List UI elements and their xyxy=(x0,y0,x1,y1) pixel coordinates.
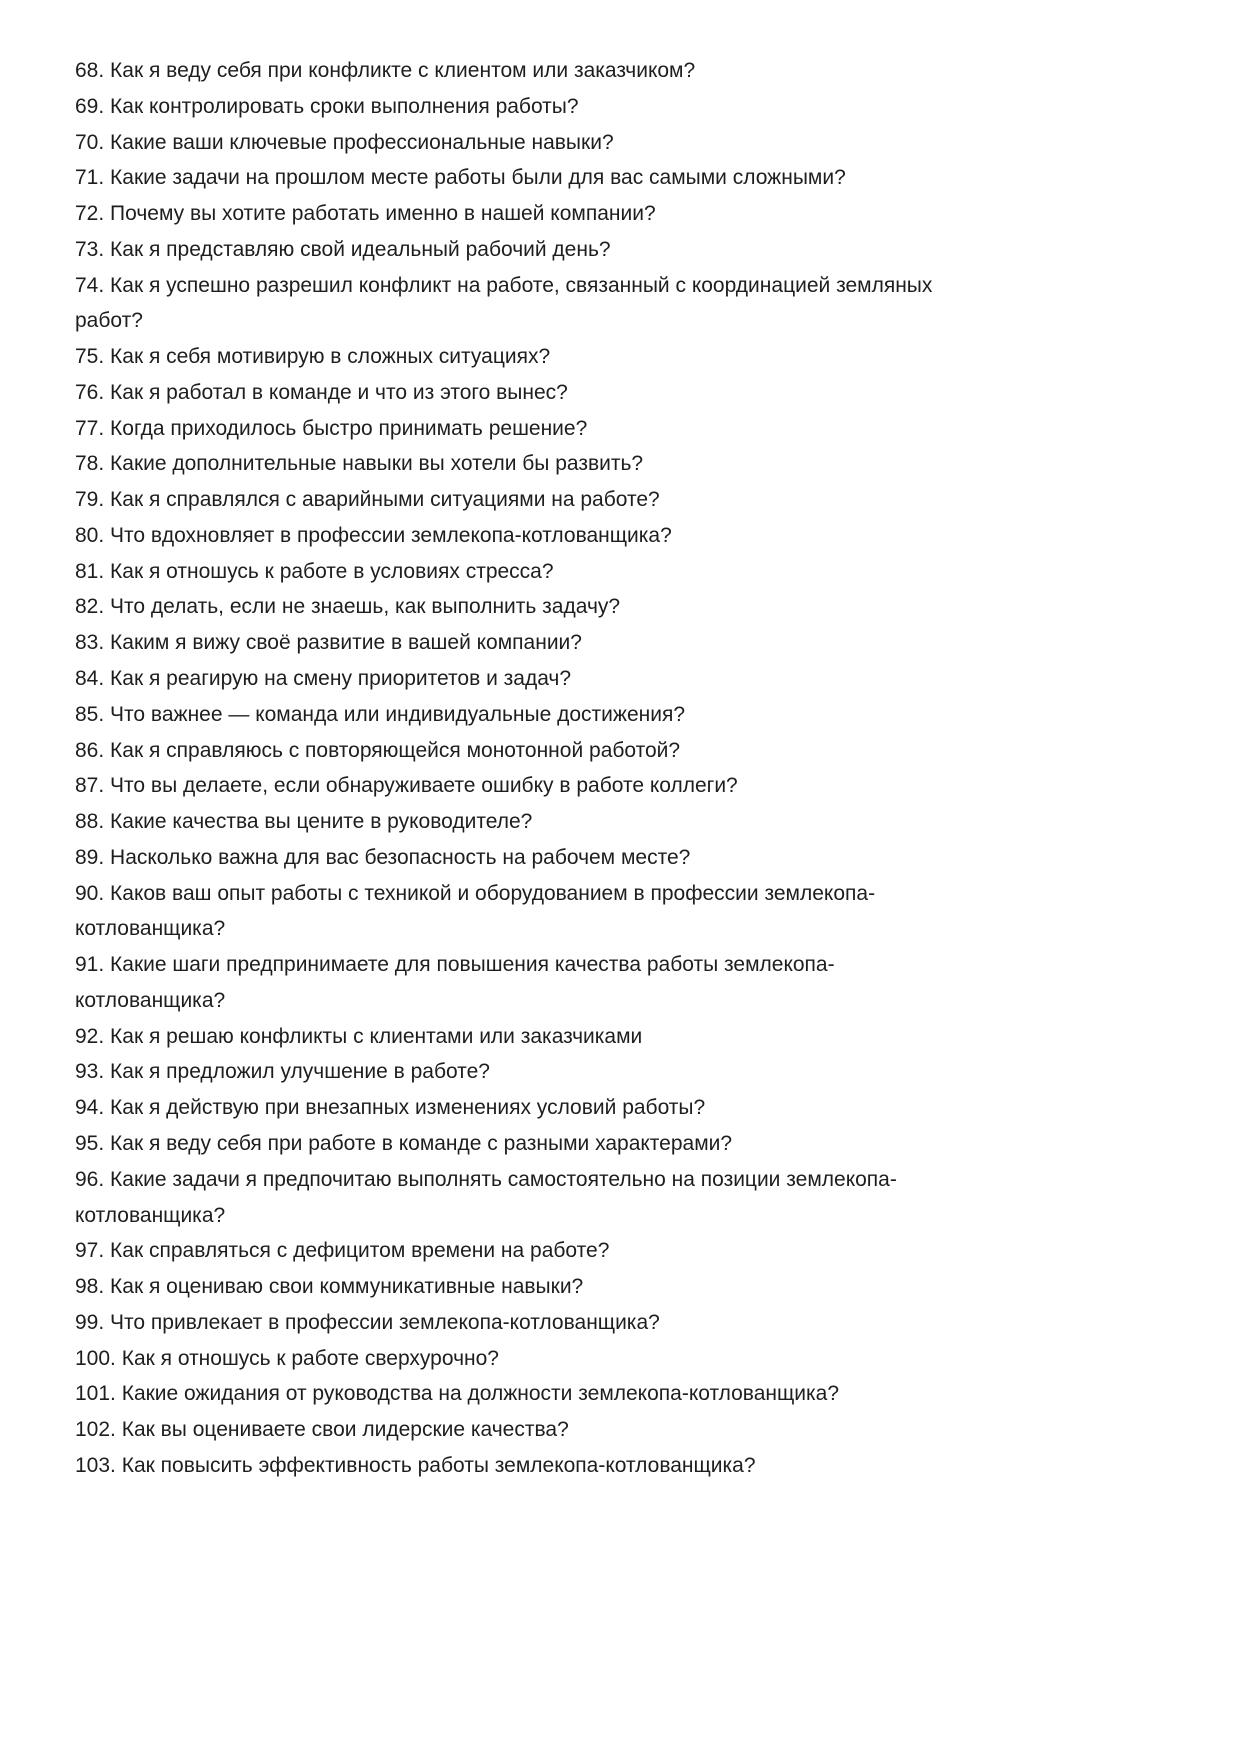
question-text-line: 101. Какие ожидания от руководства на должности землекопа-котлованщика? xyxy=(75,1382,840,1406)
question-list xyxy=(75,53,1175,1484)
question-item xyxy=(75,1305,1175,1341)
question-item xyxy=(75,196,1175,232)
question-item xyxy=(75,768,1175,804)
question-item xyxy=(75,518,1175,554)
question-text-line: 89. Насколько важна для вас безопасность на рабочем месте? xyxy=(75,845,691,869)
question-item xyxy=(75,1019,1175,1055)
question-item xyxy=(75,411,1175,447)
question-text-line: 75. Как я себя мотивирую в сложных ситуациях? xyxy=(75,345,551,369)
question-text-line: 71. Какие задачи на прошлом месте работы были для вас самыми сложными? xyxy=(75,166,846,190)
question-item xyxy=(75,876,1175,948)
question-text-line: 82. Что делать, если не знаешь, как выполнить задачу? xyxy=(75,595,621,619)
question-item xyxy=(75,1269,1175,1305)
question-item xyxy=(75,840,1175,876)
question-item xyxy=(75,733,1175,769)
question-item xyxy=(75,589,1175,625)
question-text-line: 81. Как я отношусь к работе в условиях стресса? xyxy=(75,559,554,583)
question-item xyxy=(75,446,1175,482)
question-item xyxy=(75,1341,1175,1377)
question-item xyxy=(75,1090,1175,1126)
question-text-line: 93. Как я предложил улучшение в работе? xyxy=(75,1060,490,1084)
question-text-line: 85. Что важнее — команда или индивидуальные достижения? xyxy=(75,702,686,726)
question-text-line: 69. Как контролировать сроки выполнения работы? xyxy=(75,94,579,118)
question-text-line: 102. Как вы оцениваете свои лидерские качества? xyxy=(75,1418,569,1442)
question-text-line: 87. Что вы делаете, если обнаруживаете ошибку в работе коллеги? xyxy=(75,774,738,798)
question-text-line: 100. Как я отношусь к работе сверхурочно? xyxy=(75,1346,499,1370)
question-text-line: 73. Как я представляю свой идеальный рабочий день? xyxy=(75,237,611,261)
question-text-line: 72. Почему вы хотите работать именно в нашей компании? xyxy=(75,202,656,226)
question-item xyxy=(75,554,1175,590)
question-text-line: 98. Как я оцениваю свои коммуникативные навыки? xyxy=(75,1275,584,1299)
question-text-line: 76. Как я работал в команде и что из этого вынес? xyxy=(75,380,568,404)
question-item xyxy=(75,1233,1175,1269)
question-text-line: 88. Какие качества вы цените в руководителе? xyxy=(75,810,533,834)
question-text-line: 94. Как я действую при внезапных изменениях условий работы? xyxy=(75,1096,706,1120)
question-text-line: 90. Каков ваш опыт работы с техникой и оборудованием в профессии землекопа- xyxy=(75,881,876,905)
question-text-line: 91. Какие шаги предпринимаете для повышения качества работы землекопа- xyxy=(75,953,835,977)
question-item xyxy=(75,375,1175,411)
question-item xyxy=(75,661,1175,697)
question-text-line: 68. Как я веду себя при конфликте с клиентом или заказчиком? xyxy=(75,59,696,82)
question-item xyxy=(75,339,1175,375)
question-item xyxy=(75,1162,1175,1234)
question-item xyxy=(75,125,1175,161)
question-text-line: 74. Как я успешно разрешил конфликт на работе, связанный с координацией земляных xyxy=(75,273,933,297)
question-item xyxy=(75,697,1175,733)
question-text-line: 78. Какие дополнительные навыки вы хотели бы развить? xyxy=(75,452,644,476)
question-text-line: 103. Как повысить эффективность работы землекопа-котлованщика? xyxy=(75,1453,756,1477)
question-text-line: 77. Когда приходилось быстро принимать решение? xyxy=(75,416,588,440)
question-item xyxy=(75,160,1175,196)
question-text-line: 84. Как я реагирую на смену приоритетов и задач? xyxy=(75,667,572,691)
question-text-line: котлованщика? xyxy=(75,1203,226,1227)
question-item xyxy=(75,1054,1175,1090)
question-text-line: работ? xyxy=(75,309,143,333)
question-text-line: котлованщика? xyxy=(75,917,226,941)
question-item xyxy=(75,625,1175,661)
question-item xyxy=(75,804,1175,840)
question-text-line: 79. Как я справлялся с аварийными ситуациями на работе? xyxy=(75,488,660,512)
question-text-line: котлованщика? xyxy=(75,988,226,1012)
question-item xyxy=(75,268,1175,340)
question-item xyxy=(75,1412,1175,1448)
question-item xyxy=(75,1126,1175,1162)
question-text-line: 83. Каким я вижу своё развитие в вашей компании? xyxy=(75,631,582,655)
question-text-line: 92. Как я решаю конфликты с клиентами или заказчиками xyxy=(75,1024,643,1048)
question-item xyxy=(75,1376,1175,1412)
question-text-line: 70. Какие ваши ключевые профессиональные навыки? xyxy=(75,130,614,154)
question-text-line: 96. Какие задачи я предпочитаю выполнять самостоятельно на позиции землекопа- xyxy=(75,1167,897,1191)
question-item xyxy=(75,947,1175,1019)
question-text-line: 97. Как справляться с дефицитом времени на работе? xyxy=(75,1239,610,1263)
question-text-line: 80. Что вдохновляет в профессии землекопа-котлованщика? xyxy=(75,523,672,547)
question-item xyxy=(75,482,1175,518)
question-text-line: 86. Как я справляюсь с повторяющейся монотонной работой? xyxy=(75,738,681,762)
question-item xyxy=(75,53,1175,89)
question-item xyxy=(75,89,1175,125)
question-text-line: 99. Что привлекает в профессии землекопа-котлованщика? xyxy=(75,1310,660,1334)
question-text-line: 95. Как я веду себя при работе в команде с разными характерами? xyxy=(75,1131,733,1155)
question-item xyxy=(75,232,1175,268)
question-item xyxy=(75,1448,1175,1484)
